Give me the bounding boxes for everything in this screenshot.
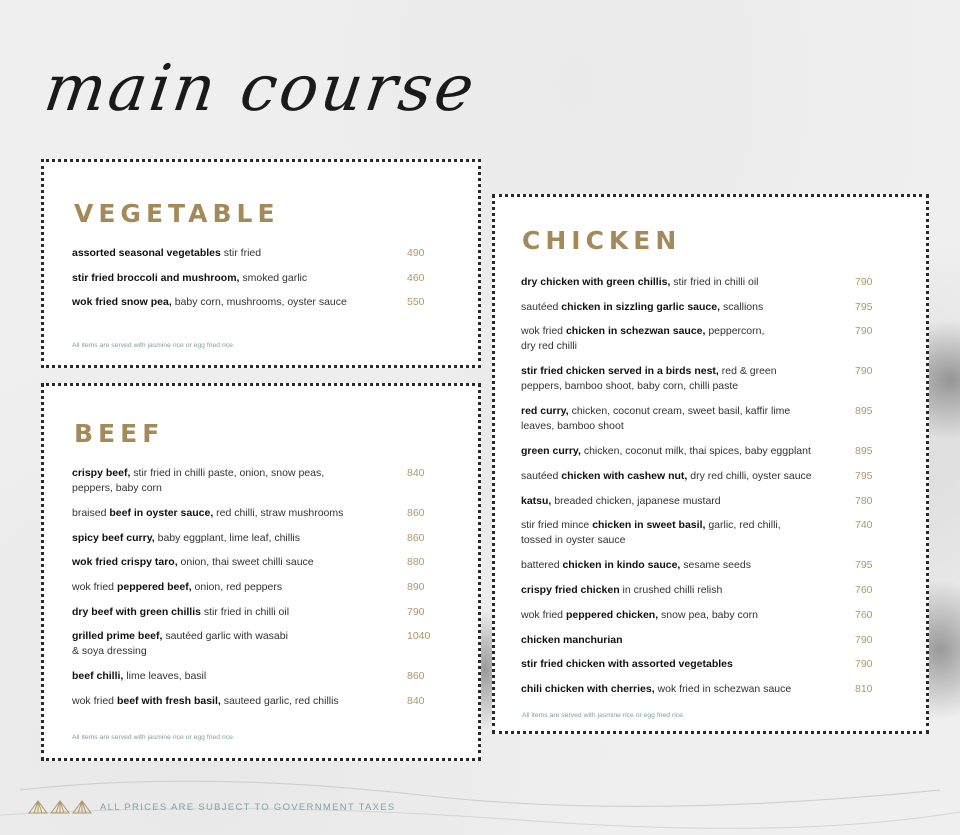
footer-text: ALL PRICES ARE SUBJECT TO GOVERNMENT TAXES — [100, 801, 396, 813]
item-price: 840 — [407, 695, 425, 708]
list-item — [44, 555, 478, 580]
item-description: battered chicken in kindo sauce, sesame seeds — [521, 559, 751, 572]
item-description: wok fried chicken in schezwan sauce, peppercorn, dry red chilli — [521, 325, 765, 353]
vegetable-card — [41, 159, 481, 368]
item-description: wok fried crispy taro, onion, thai sweet chilli sauce — [72, 556, 314, 569]
item-description: dry beef with green chillis stir fried in chilli oil — [72, 605, 290, 618]
item-price: 790 — [855, 658, 873, 671]
list-item — [495, 518, 926, 558]
list-item — [44, 531, 478, 556]
list-item — [44, 466, 478, 506]
item-price: 760 — [855, 584, 873, 597]
item-price: 790 — [855, 325, 873, 338]
item-description: green curry, chicken, coconut milk, thai spices, baby eggplant — [521, 445, 811, 458]
item-description: chicken manchurian — [521, 633, 623, 646]
beef-note: All items are served with jasmine rice or egg fried rice. — [72, 734, 235, 741]
item-price: 880 — [407, 556, 425, 569]
list-item: assorted seasonal vegetables stir fried 490 — [72, 247, 425, 259]
list-item — [44, 506, 478, 531]
shell-icon — [50, 800, 70, 814]
list-item — [44, 580, 478, 605]
item-price: 1040 — [407, 630, 431, 643]
item-description: sautéed chicken in sizzling garlic sauce, scallions — [521, 300, 764, 313]
item-price: 895 — [855, 445, 873, 458]
item-description: crispy fried chicken in crushed chilli relish — [521, 584, 723, 597]
item-price: 795 — [855, 559, 873, 572]
item-price: 780 — [855, 494, 873, 507]
item-description: grilled prime beef, sautéed garlic with wasabi & soya dressing — [72, 630, 288, 658]
item-description: wok fried beef with fresh basil, sauteed garlic, red chillis — [72, 695, 339, 708]
item-description: katsu, breaded chicken, japanese mustard — [521, 494, 721, 507]
list-item — [495, 300, 926, 325]
item-price: 795 — [855, 470, 873, 483]
item-description: crispy beef, stir fried in chilli paste, onion, snow peas, peppers, baby corn — [72, 467, 325, 494]
list-item — [44, 694, 478, 719]
item-description: stir fried mince chicken in sweet basil, garlic, red chilli, tossed in oyster sauce — [521, 519, 781, 547]
item-price: 460 — [407, 271, 425, 284]
item-description: sautéed chicken with cashew nut, dry red chilli, oyster sauce — [521, 470, 812, 483]
beef-heading: BEEF — [74, 419, 165, 448]
shell-icon — [72, 800, 92, 814]
item-price: 790 — [855, 633, 873, 646]
shell-icon — [28, 800, 48, 814]
list-item — [495, 494, 926, 519]
item-price: 550 — [407, 296, 425, 308]
item-price: 840 — [407, 467, 425, 479]
list-item: stir fried broccoli and mushroom, smoked garlic 460 — [72, 271, 425, 284]
item-price: 740 — [855, 519, 873, 532]
footer — [28, 800, 396, 814]
list-item — [495, 608, 926, 633]
vegetable-note: All items are served with jasmine rice or egg fried rice. — [72, 342, 235, 349]
chicken-list — [495, 275, 926, 707]
list-item — [44, 629, 478, 669]
item-price: 490 — [407, 247, 425, 259]
item-description: braised beef in oyster sauce, red chilli, straw mushrooms — [72, 507, 344, 519]
item-price: 760 — [855, 608, 873, 621]
item-description: stir fried chicken with assorted vegetables — [521, 658, 733, 671]
list-item — [44, 605, 478, 630]
item-description: wok fried peppered beef, onion, red peppers — [72, 581, 283, 594]
list-item — [495, 444, 926, 469]
list-item — [495, 404, 926, 444]
item-description: stir fried chicken served in a birds nest, red & green peppers, bamboo shoot, baby corn, chilli paste — [521, 365, 777, 393]
chicken-heading: CHICKEN — [522, 226, 682, 255]
list-item — [495, 558, 926, 583]
list-item — [495, 633, 926, 658]
item-price: 895 — [855, 405, 873, 418]
item-price: 860 — [407, 507, 425, 519]
list-item — [495, 275, 926, 300]
vegetable-list — [44, 246, 478, 320]
list-item — [495, 682, 926, 707]
list-item: wok fried snow pea, baby corn, mushrooms, oyster sauce 550 — [72, 296, 425, 308]
vegetable-heading: VEGETABLE — [74, 199, 280, 228]
item-price: 790 — [855, 365, 873, 378]
item-price: 810 — [855, 682, 873, 695]
list-item — [495, 364, 926, 404]
item-description: red curry, chicken, coconut cream, sweet basil, kaffir lime leaves, bamboo shoot — [521, 405, 791, 433]
chicken-note: All items are served with jasmine rice or egg fried rice. — [522, 712, 685, 719]
chicken-card — [492, 194, 929, 734]
item-description: chili chicken with cherries, wok fried in schezwan sauce — [521, 682, 792, 695]
page-title: main course — [40, 52, 482, 126]
item-price: 860 — [407, 531, 425, 544]
item-description: wok fried peppered chicken, snow pea, baby corn — [521, 608, 758, 621]
list-item — [495, 324, 926, 364]
item-price: 790 — [407, 605, 425, 618]
list-item — [44, 669, 478, 694]
item-price: 790 — [855, 276, 873, 288]
item-description: dry chicken with green chillis, stir fried in chilli oil — [521, 276, 759, 288]
item-description: beef chilli, lime leaves, basil — [72, 670, 207, 683]
item-price: 860 — [407, 670, 425, 683]
item-description: spicy beef curry, baby eggplant, lime leaf, chillis — [72, 531, 301, 544]
item-price: 795 — [855, 300, 873, 313]
beef-card — [41, 383, 481, 761]
list-item — [495, 583, 926, 608]
list-item — [495, 469, 926, 494]
item-price: 890 — [407, 581, 425, 594]
list-item — [495, 657, 926, 682]
beef-list — [44, 466, 478, 719]
